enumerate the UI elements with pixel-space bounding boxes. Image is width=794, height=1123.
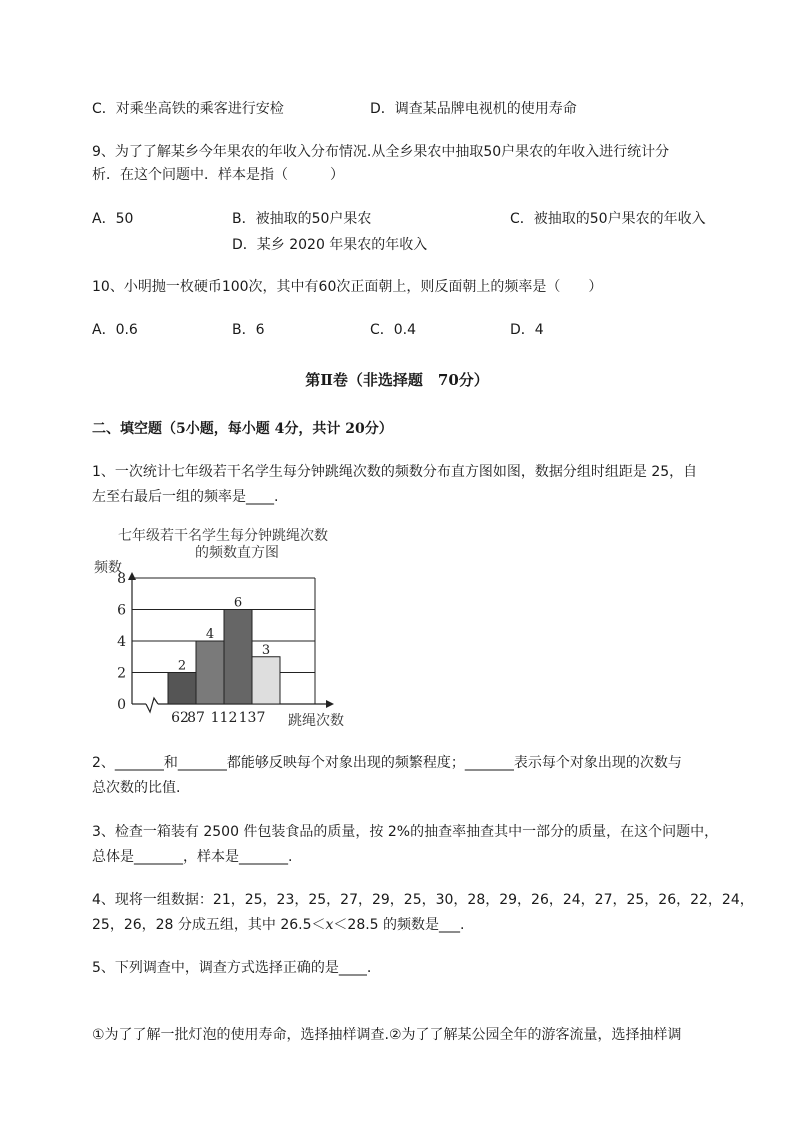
fill-q3-line1: 3、检查一箱装有 2500 件包装食品的质量，按 2%的抽查率抽查其中一部分的质量，在这个问题中， — [92, 824, 719, 840]
q10-option-d: D．4 — [510, 322, 544, 338]
q9-option-d: D．某乡 2020 年果农的年收入 — [232, 237, 428, 253]
chart-y-tick-label: 2 — [117, 665, 126, 682]
chart-bar-value-label: 3 — [261, 642, 271, 658]
fill-q1-line2: 左至右最后一组的频率是____. — [92, 489, 279, 505]
chart-bar-value-label: 4 — [205, 627, 215, 642]
chart-bar-value-label: 2 — [177, 658, 187, 674]
chart-axis-break — [146, 698, 158, 712]
q9-option-b: B．被抽取的50户果农 — [232, 211, 372, 227]
fill-q4-post: ＜28.5 的频数是___. — [333, 917, 465, 933]
q10-option-a: A．0.6 — [92, 322, 138, 338]
chart-x-tick-label: 62 — [171, 710, 189, 726]
q8-option-d: D．调查某品牌电视机的使用寿命 — [370, 101, 577, 117]
q8-option-c: C．对乘坐高铁的乘客进行安检 — [92, 101, 284, 117]
chart-title: 七年级若干名学生每分钟跳绳次数 — [118, 528, 328, 544]
q9-stem-line1: 9、为了了解某乡今年果农的年收入分布情况.从全乡果农中抽取50户果农的年收入进行统计分 — [92, 144, 670, 160]
chart-y-tick-label: 8 — [117, 571, 126, 587]
chart-bar-value-label: 6 — [233, 595, 243, 611]
fill-q4-var: x — [325, 917, 334, 933]
fill-q5-line1: 5、下列调查中，调查方式选择正确的是____. — [92, 960, 372, 976]
chart-y-tick-label: 0 — [117, 697, 126, 713]
chart-x-tick-label: 112 — [210, 710, 238, 726]
q10-option-b: B．6 — [232, 322, 265, 338]
fill-q1-line1: 1、一次统计七年级若干名学生每分钟跳绳次数的频数分布直方图如图，数据分组时组距是 25，自 — [92, 464, 698, 480]
q10-stem: 10、小明抛一枚硬币100次，其中有60次正面朝上，则反面朝上的频率是（ ） — [92, 279, 603, 295]
fill-q4-pre: 25，26，28 分成五组，其中 26.5＜ — [92, 917, 326, 933]
fill-q5-line2: ①为了了解一批灯泡的使用寿命，选择抽样调查.②为了了解某公园全年的游客流量，选择抽样调 — [92, 1027, 682, 1043]
section-heading: 二、填空题（5小题，每小题 4分，共计 20分） — [92, 421, 393, 437]
chart-bar — [224, 610, 252, 705]
chart-x-tick-label: 87 — [187, 710, 205, 726]
fill-q3-line2: 总体是_______，样本是_______. — [92, 849, 293, 865]
q9-option-a: A．50 — [92, 211, 134, 227]
histogram-chart — [94, 520, 390, 735]
chart-x-arrow — [326, 700, 334, 708]
chart-y-tick-label: 6 — [117, 602, 126, 619]
q9-option-c: C．被抽取的50户果农的年收入 — [510, 211, 706, 227]
fill-q4-line2 — [92, 916, 465, 934]
chart-x-tick-label: 137 — [238, 710, 266, 726]
chart-bar — [252, 657, 280, 704]
chart-xlabel: 跳绳次数 — [288, 713, 344, 729]
fill-q2-line1: 2、_______和_______都能够反映每个对象出现的频繁程度；_______表示每个对象出现的次数与 — [92, 755, 682, 771]
chart-y-arrow — [128, 572, 136, 580]
fill-q4-line1: 4、现将一组数据：21，25，23，25，27，29，25，30，28，29，26，24，27，25，26，22，24， — [92, 892, 754, 908]
chart-bar — [168, 673, 196, 705]
fill-q2-line2: 总次数的比值. — [92, 780, 181, 796]
part2-title: 第Ⅱ卷（非选择题 70分） — [305, 371, 489, 389]
chart-y-tick-label: 4 — [117, 634, 126, 650]
chart-ylabel: 频数 — [94, 560, 122, 576]
q9-stem-line2: 析．在这个问题中．样本是指（ ） — [92, 167, 344, 183]
q10-option-c: C．0.4 — [370, 322, 417, 338]
chart-subtitle: 的频数直方图 — [195, 545, 279, 561]
chart-bar — [196, 641, 224, 704]
